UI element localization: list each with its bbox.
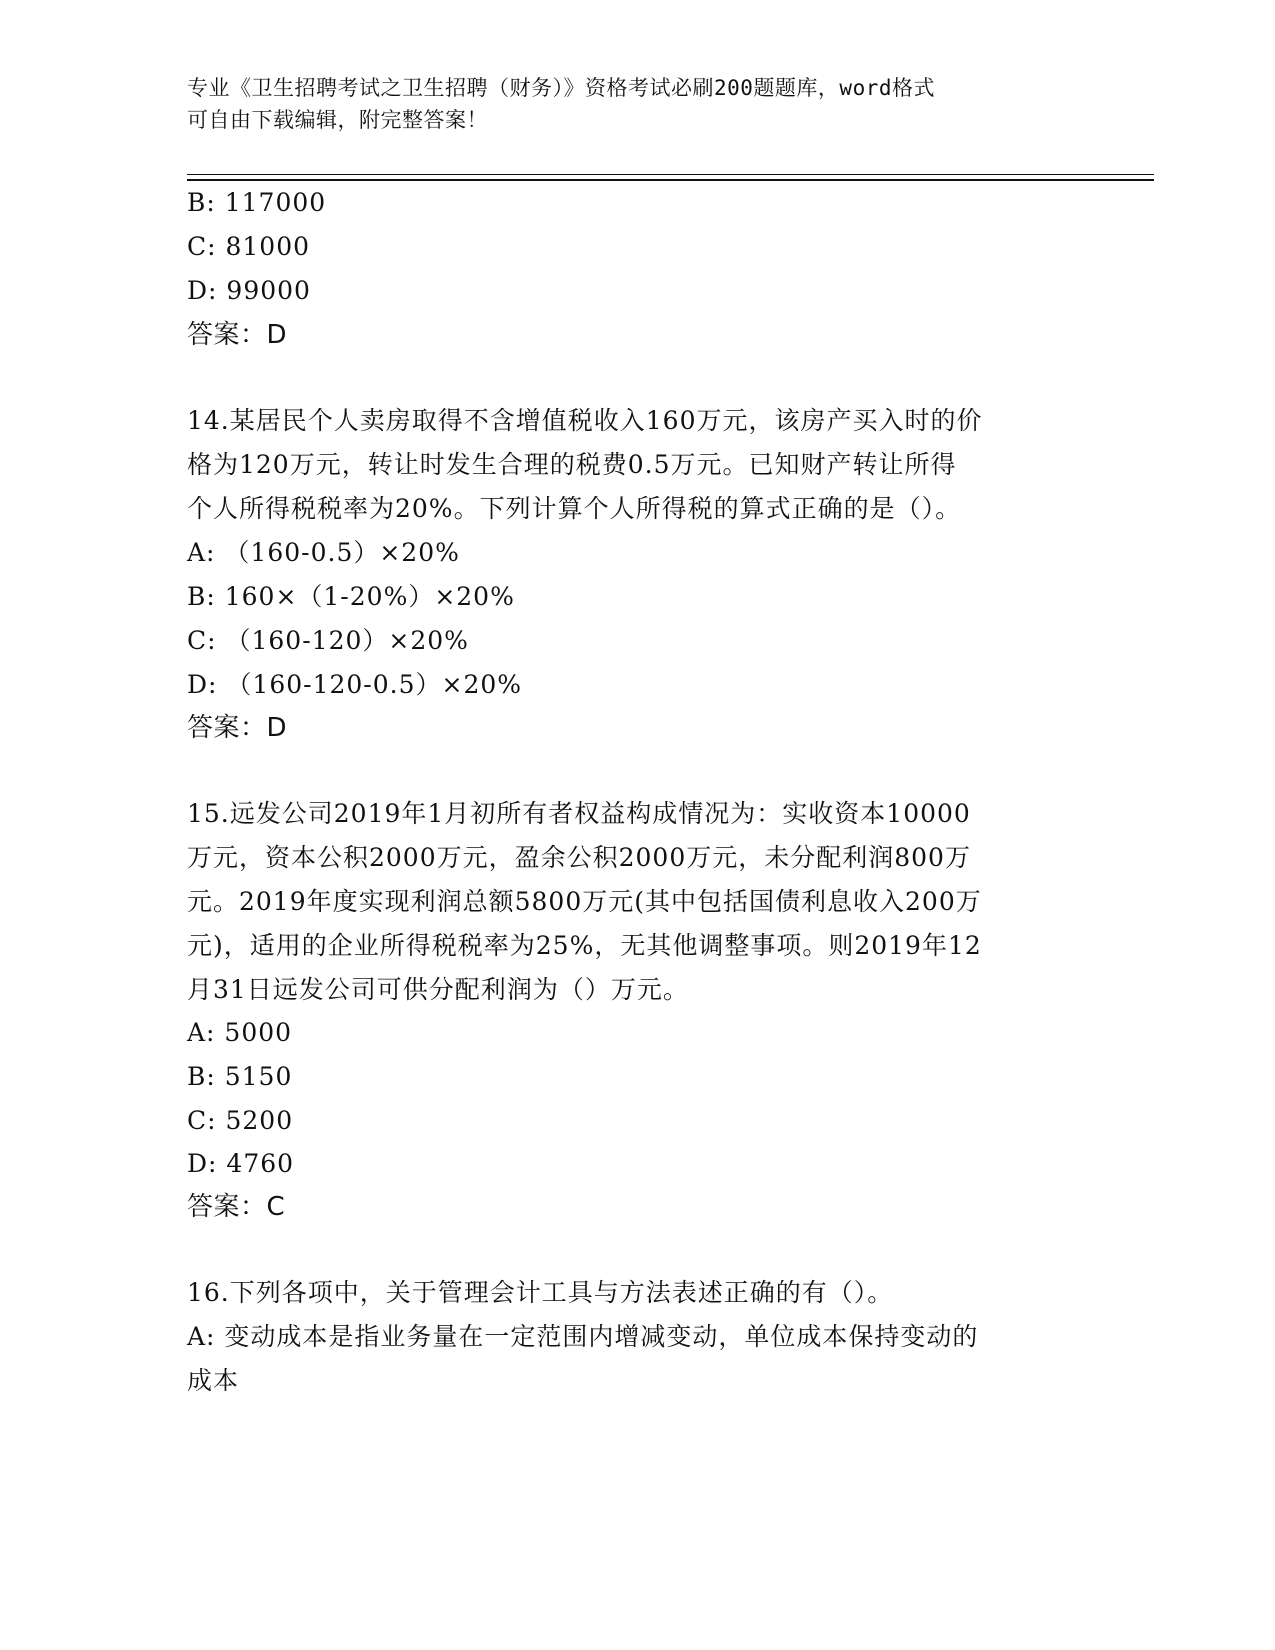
q16-stem-line-1: 16.下列各项中，关于管理会计工具与方法表述正确的有（）。	[187, 1278, 894, 1307]
q14-option-b: B: 160×（1-20%）×20%	[187, 582, 515, 611]
q13-option-b: B: 117000	[187, 188, 327, 217]
q15-stem-line-4: 元)，适用的企业所得税税率为25%，无其他调整事项。则2019年12	[187, 931, 982, 960]
q16-option-a-line-2: 成本	[187, 1366, 240, 1395]
q15-option-d: D: 4760	[187, 1149, 295, 1178]
q15-answer: 答案：C	[187, 1192, 286, 1222]
q15-stem-line-5: 月31日远发公司可供分配利润为（）万元。	[187, 975, 689, 1004]
q13-option-c: C: 81000	[187, 232, 311, 261]
q15-stem-line-3: 元。2019年度实现利润总额5800万元(其中包括国债利息收入200万	[187, 887, 982, 916]
header-divider-thick	[187, 179, 1154, 181]
q15-stem-line-2: 万元，资本公积2000万元，盈余公积2000万元，未分配利润800万	[187, 843, 971, 872]
q15-option-a: A: 5000	[187, 1018, 293, 1047]
q15-option-b: B: 5150	[187, 1062, 293, 1091]
q13-option-d: D: 99000	[187, 276, 311, 305]
header-divider-thin	[187, 174, 1154, 175]
q16-option-a-line-1: A: 变动成本是指业务量在一定范围内增减变动，单位成本保持变动的	[187, 1322, 979, 1351]
header-title-line-2: 可自由下载编辑，附完整答案！	[187, 108, 488, 132]
q14-option-c: C: （160-120）×20%	[187, 626, 469, 655]
page-header	[187, 72, 1067, 136]
q14-option-d: D: （160-120-0.5）×20%	[187, 670, 523, 699]
q14-answer: 答案：D	[187, 713, 288, 743]
q14-stem-line-2: 格为120万元，转让时发生合理的税费0.5万元。已知财产转让所得	[187, 450, 957, 479]
q13-answer: 答案：D	[187, 320, 288, 350]
q14-option-a: A: （160-0.5）×20%	[187, 538, 460, 567]
header-title-line-1: 专业《卫生招聘考试之卫生招聘（财务）》资格考试必刷200题题库，word格式	[187, 76, 935, 100]
q15-option-c: C: 5200	[187, 1106, 294, 1135]
q14-stem-line-1: 14.某居民个人卖房取得不含增值税收入160万元，该房产买入时的价	[187, 406, 983, 435]
q15-stem-line-1: 15.远发公司2019年1月初所有者权益构成情况为：实收资本10000	[187, 799, 971, 828]
q14-stem-line-3: 个人所得税税率为20%。下列计算个人所得税的算式正确的是（）。	[187, 494, 962, 523]
